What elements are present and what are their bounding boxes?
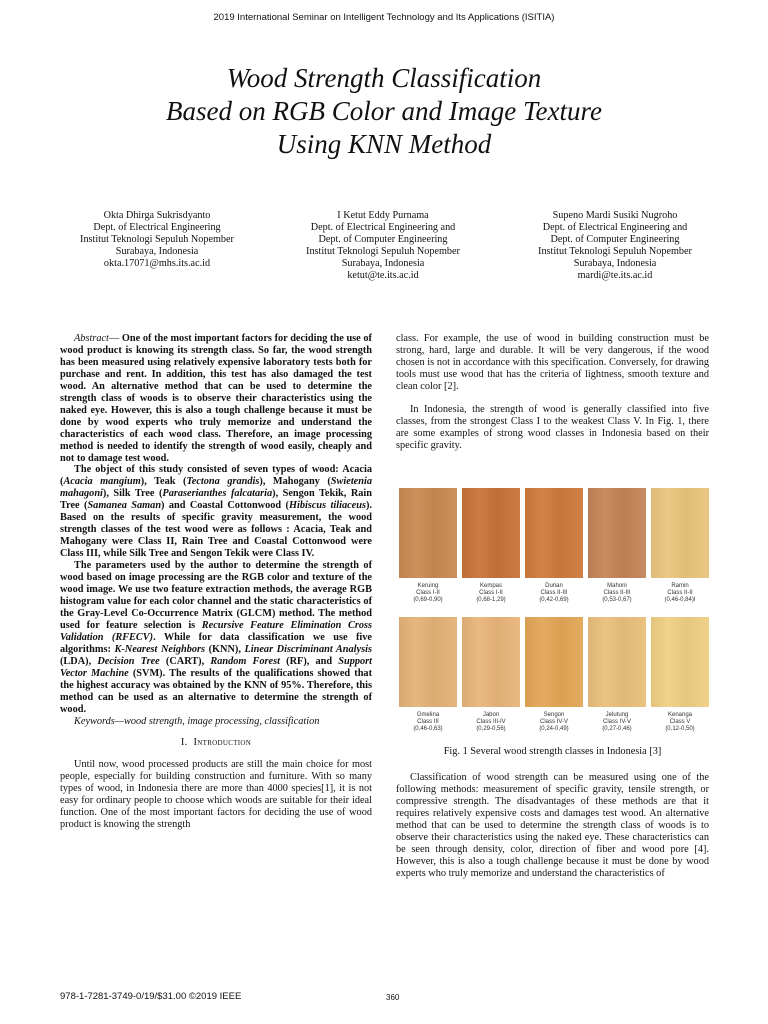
wood-label-line: Mahoni [607,583,627,589]
wood-label-line: Jabon [482,712,500,718]
keywords: Keywords—wood strength, image processing, classification [74,715,320,727]
left-column [60,333,372,831]
author-institute: Institut Teknologi Sepuluh Nopember [306,245,460,257]
wood-label-line: Gmelina [416,712,440,718]
italic-run: Linear Discriminant Analysis [244,643,372,655]
wood-label-line: (0,69-0,90) [413,597,443,603]
wood-label-line: Class I-II [416,590,440,596]
text-run: ), Sengon Tekik, Rain Tree ( [60,488,373,512]
body-paragraph: class. For example, the use of wood in building construction must be strong, hard, large and durable. It will be very dangerous, if the wood chosen is not in accordance with this specification. Conversely, for drawing tools must use wood that has the criteria of lightness, smooth texture and clean color [2]. [396,333,709,392]
title-line: Based on RGB Color and Image Texture [166,96,602,126]
conference-header: 2019 International Seminar on Intelligent Technology and Its Applications (ISITIA) [213,12,555,23]
wood-label-line: Kenanga [667,712,693,718]
italic-run: K-Nearest Neighbors [114,643,206,655]
wood-label-line: Class III-IV [476,719,506,725]
author-block-1 [42,210,272,270]
author-name: I Ketut Eddy Purnama [337,210,429,221]
text-run: ), Mahogany ( [259,476,331,488]
author-institute: Institut Teknologi Sepuluh Nopember [80,233,234,245]
abstract-paragraph [60,333,372,464]
wood-label-line: (0,42-0,69) [539,597,569,603]
text-run: . While for data classification we use five algorithms: [60,631,372,655]
wood-label-line: (0,53-0,67) [602,597,632,603]
italic-run: Samanea Saman [87,500,162,512]
wood-label-line: Class II-II [667,590,693,596]
wood-sample-jelutung [588,617,646,707]
author-dept: Dept. of Computer Engineering [550,233,680,245]
italic-run: Decision Tree [97,655,160,667]
section-heading [60,737,372,749]
wood-label-line: Class V [669,719,691,725]
abstract-dash: — [108,333,122,344]
wood-sample-jabon [462,617,520,707]
wood-sample-mahoni [588,488,646,578]
author-city: Surabaya, Indonesia [341,257,425,269]
italic-run: Swietenia mahagoni [60,476,372,500]
italic-run: Acacia mangium [63,476,141,488]
italic-run: Tectona grandis [186,476,260,488]
text-run: (SVM). The results of the qualifications showed that the highest accuracy was obtained by the KNN of 95%. Therefore, this method can be used as an alternative to determine the strength of wood. [60,667,372,715]
right-column-bottom [396,772,709,880]
wood-label [399,583,457,604]
wood-label-line: Kempas [479,583,502,589]
abstract-methods-paragraph [60,560,372,715]
wood-sample-keruing [399,488,457,578]
wood-label-line: (0,24-0,49) [539,726,569,732]
wood-label-line: (0,68-1,29) [476,597,506,603]
wood-label [462,583,520,604]
author-city: Surabaya, Indonesia [573,257,657,269]
italic-run: Recursive Feature Elimination Cross Validation (RFECV) [60,619,372,643]
wood-sample-kenanga [651,617,709,707]
title-line: Wood Strength Classification [226,63,542,93]
author-city: Surabaya, Indonesia [115,245,199,257]
figure-caption: Fig. 1 Several wood strength classes in Indonesia [3] [443,746,662,757]
italic-run: Support Vector Machine [60,655,373,679]
author-institute: Institut Teknologi Sepuluh Nopember [538,245,692,257]
section-title: Introduction [193,737,252,749]
wood-sample-ramin [651,488,709,578]
footer-copyright: 978-1-7281-3749-0/19/$31.00 ©2019 IEEE [60,991,242,1002]
author-dept: Dept. of Computer Engineering [318,233,448,245]
paper-title [0,62,768,161]
author-block-3 [500,210,730,281]
wood-label-line: (0,27-0,46) [602,726,632,732]
text-run: (LDA), [60,655,98,667]
body-paragraph: In Indonesia, the strength of wood is generally classified into five classes, from the strongest Class I to the weakest Class V. In Fig. 1, there are some examples of strong wood classes in Indonesia based on their specific gravity. [396,403,709,451]
italic-run: Hibiscus tiliaceus [288,500,366,512]
wood-label-line: (0,46-0,63) [413,726,443,732]
wood-sample-gmelina [399,617,457,707]
wood-label-line: Sengon [543,712,565,718]
text-run: ), Silk Tree ( [102,488,163,500]
wood-label [399,712,457,733]
author-name: Supeno Mardi Susiki Nugroho [552,210,678,221]
wood-label-line: Class III [417,719,439,725]
wood-label-line: Class I-II [479,590,503,596]
text-run: (CART), [159,655,211,667]
wood-label [525,583,583,604]
body-paragraph: Classification of wood strength can be measured using one of the following methods: measurement of specific gravity, tensile strength, or compressive strength. The disadvantages of these methods are that it requires relatively expensive costs and damages test wood. An alternative method that can be used to determine the strength class of woods is to observe their characteristics using the naked eye. These characteristics can be seen through density, color, direction of fiber and wood pore [4]. However, this is also a tough challenge because it must be done by wood experts who truly memorize and understand the characteristics of [396,772,709,879]
wood-sample-durian [525,488,583,578]
author-block-2 [268,210,498,281]
wood-sample-sengon [525,617,583,707]
wood-figure [399,488,711,736]
text-run: The parameters used by the author to determine the strength of wood based on image processing are the RGB color and texture of the wood image. We use two feature extraction methods, the average RGB histogram value for each color channel and the static characteristics of the Gray-Level Co-Occurrence Matrix (GLCM) method. The method used for feature selection is [60,560,372,631]
author-dept: Dept. of Electrical Engineering and [542,221,688,233]
wood-label-line: (0,46-0,84)I [664,597,696,603]
author-name: Okta Dhirga Sukrisdyanto [103,210,211,221]
section-number: I. [180,737,188,749]
wood-label-line: (0,29-0,56) [476,726,506,732]
text-run: (RF), and [280,655,339,667]
italic-run: Paraserianthes falcataria [162,488,273,500]
title-line: Using KNN Method [276,129,492,159]
wood-label-line: Class II-III [603,590,631,596]
wood-sample-kempas [462,488,520,578]
page-number: 360 [386,993,400,1002]
wood-label-line: Class IV-V [602,719,631,725]
wood-label-line: Jelutung [605,712,629,718]
wood-label [651,583,709,604]
intro-paragraph: Until now, wood processed products are still the main choice for most people, especially for building construction and furniture. With so many types of wood, in Indonesia there are more than 4000 species[1], it is not easy for ordinary people to choose which woods are suitable for their ideal function. One of the most important factors for deciding the use of wood product is knowing the strength [60,759,372,831]
wood-label-line: Ramin [671,583,689,589]
author-email: okta.17071@mhs.its.ac.id [103,257,211,269]
text-run: (KNN), [205,643,245,655]
author-dept: Dept. of Electrical Engineering [93,221,221,233]
abstract-objects-paragraph [60,464,372,560]
author-email: mardi@te.its.ac.id [577,269,653,281]
author-dept: Dept. of Electrical Engineering and [310,221,456,233]
wood-label-line: (0,12-0,50) [665,726,695,732]
abstract-text: One of the most important factors for deciding the use of wood product is knowing its strength class. So far, the wood strength has been measured using relatively expensive laboratory tests both for purchase and rent. In addition, this test has also damaged the test wood. An alternative method that can be used to determine the strength class of woods is to observe their characteristics using the naked eye. However, this is also a tough challenge because it must be done by wood experts who truly memorize and understand the characteristics of each wood class. Therefore, an image processing method is needed to identify the strength of wood easily, cheaply and not to damage test wood. [60,333,372,464]
author-email: ketut@te.its.ac.id [347,269,419,281]
wood-label [525,712,583,733]
wood-label-line: Class II-III [540,590,568,596]
italic-run: Random Forest [210,655,280,667]
wood-label [651,712,709,733]
text-run: ) and Coastal Cottonwood ( [161,500,289,512]
wood-label-line: Class IV-V [539,719,568,725]
text-run: The object of this study consisted of seven types of wood: Acacia ( [60,464,372,488]
abstract-label: Abstract [74,333,109,344]
text-run: ). Based on the results of specific gravity measurement, the wood strength classes of the test wood were as follows : Acacia, Teak and Mahogany were Class II, Rain Tree and Coastal Cottonwood were Class III, while Silk Tree and Sengon Tekik were Class IV. [60,500,372,560]
wood-label [588,583,646,604]
wood-label-line: Durian [545,583,563,589]
wood-label [462,712,520,733]
text-run: ), Teak ( [140,476,187,488]
wood-label [588,712,646,733]
right-column-top [396,333,709,452]
wood-label-line: Keruing [417,583,439,589]
